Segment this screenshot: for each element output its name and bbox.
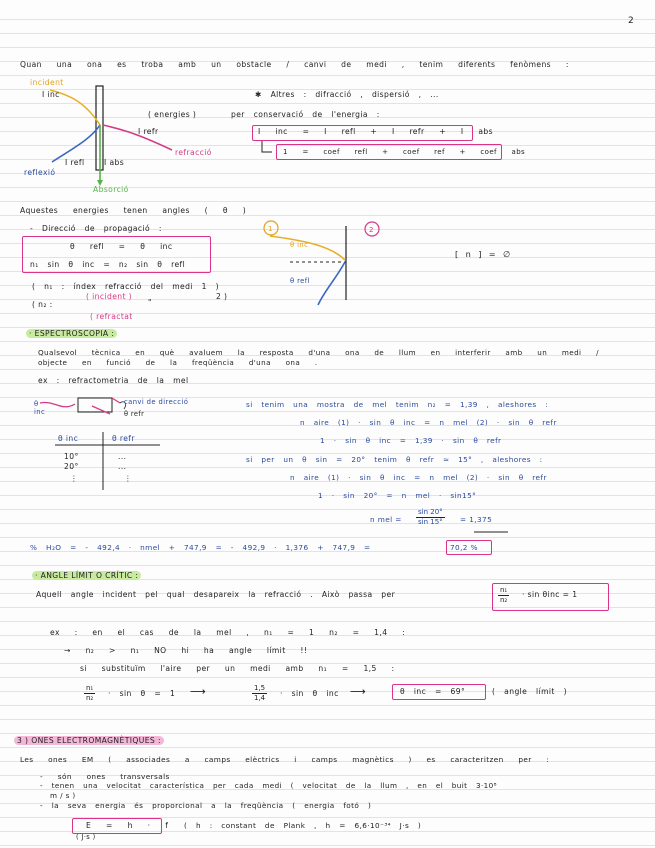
table-cell: 20° xyxy=(64,462,79,471)
example-fraction-1-num: n₁ xyxy=(86,684,94,692)
honey-fraction-num: sin 20° xyxy=(418,508,443,516)
reflection-law: θ refl = θ inc xyxy=(70,242,173,251)
water-result: 70,2 % xyxy=(450,543,478,552)
theta-refr-small: θ refr xyxy=(124,410,145,418)
critical-fraction-num: n₁ xyxy=(500,586,508,594)
intro-line: Quan una ona es troba amb un obstacle / canvi de medi , tenim diferents fenòmens : xyxy=(20,60,569,69)
substitute-medium: si substituïm l'aire per un medi amb n₁ = 1,5 : xyxy=(80,664,395,673)
example-fraction-1-den: n₂ xyxy=(86,694,94,702)
label-absorcio: Absorció xyxy=(93,185,129,194)
arrow-2: ⟶ xyxy=(350,685,367,698)
n2-definition: ( n₂ : xyxy=(32,300,53,309)
example-fraction-2 xyxy=(252,684,267,703)
critical-angle-def: Aquell angle incident pel qual desapareix la refracció . Això passa per xyxy=(36,590,396,599)
energy-conservation-label: per conservació de l'energia : xyxy=(231,110,380,119)
water-percent-equation: % H₂O = - 492,4 · nmel + 747,9 = - 492,9 · 1,376 + 747,9 = xyxy=(30,543,371,552)
label-i-refr: I refr xyxy=(138,127,159,136)
example-condition: · sin θ = 1 xyxy=(108,689,176,698)
table-header-inc: θ inc xyxy=(58,434,79,443)
refracted-note: ( refractat xyxy=(90,312,133,321)
honey-fraction-den: sin 15° xyxy=(418,518,443,526)
critical-result-note: ( angle límit ) xyxy=(492,687,567,696)
honey-line-5: n aire (1) · sin θ inc = n mel (2) · sin θ refr xyxy=(290,473,547,482)
label-i-inc: I inc xyxy=(42,90,60,99)
label-incident: incident xyxy=(30,78,64,87)
angles-line: Aquestes energies tenen angles ( θ ) xyxy=(20,206,247,215)
example-fraction-1 xyxy=(84,684,95,703)
label-refraccio: refracció xyxy=(175,148,212,157)
other-phenomena: ✱ Altres : difracció , dispersió , ... xyxy=(255,90,439,99)
theta-inc-small: θ inc xyxy=(34,400,46,416)
spectroscopy-def-2: objecte en funció de la freqüència d'una ona . xyxy=(38,358,318,367)
snell-law: n₁ sin θ inc = n₂ sin θ refl xyxy=(30,260,186,269)
em-bullet-2: - tenen una velocitat característica per cada medi ( velocitat de la llum , en el buit 3·10⁸ xyxy=(40,781,497,790)
arrow-1: ⟶ xyxy=(190,685,207,698)
page-number: 2 xyxy=(628,16,635,26)
honey-line-4: si per un θ sin = 20° tenim θ refr ≃ 15° , aleshores : xyxy=(246,455,543,464)
propagation-direction: - Direcció de propagació : xyxy=(30,224,162,233)
critical-angle-title-text: · ANGLE LÍMIT O CRÍTIC : xyxy=(32,571,141,580)
honey-result: = 1,375 xyxy=(460,515,493,524)
em-bullet-2b: m / s ) xyxy=(50,791,76,800)
coefficient-equation: 1 = coef refl + coef ref + coef abs xyxy=(283,148,526,156)
n1-definition: ( n₁ : índex refracció del medi 1 ) xyxy=(32,282,220,291)
photon-energy-equation: E = h · f xyxy=(86,821,169,830)
critical-angle-title xyxy=(32,571,141,581)
example-fraction-2-num: 1,5 xyxy=(254,684,266,692)
reflected-ray xyxy=(52,125,100,162)
table-cell: 10° xyxy=(64,452,79,461)
em-intro: Les ones EM ( associades a camps elèctrics i camps magnètics ) es caracteritzen per : xyxy=(20,755,550,764)
energy-equation: I inc = I refl + I refr + I abs xyxy=(258,127,493,136)
em-bullet-3: - la seva energia és proporcional a la freqüència ( energia fotó ) xyxy=(40,801,372,810)
circle-2-label: 2 xyxy=(369,226,374,234)
critical-result: θ inc = 69° xyxy=(400,687,466,696)
honey-line-3: 1 · sin θ inc = 1,39 · sin θ refr xyxy=(320,436,502,445)
critical-fraction-den: n₂ xyxy=(500,596,508,604)
n2-ditto-mark: " xyxy=(148,298,152,307)
table-cell: ⋮ xyxy=(124,474,132,483)
example-fraction-2-den: 1,4 xyxy=(254,694,266,702)
table-cell: ... xyxy=(118,462,127,471)
spectroscopy-title xyxy=(26,329,117,339)
em-waves-title-text: 3 ) ONES ELECTROMAGNÈTIQUES : xyxy=(14,736,164,745)
n2-index-two: 2 ) xyxy=(216,292,228,301)
table-cell: ⋮ xyxy=(70,474,78,483)
honey-line-7: n mel = xyxy=(370,515,402,524)
circle-1-label: 1 xyxy=(268,225,273,233)
honey-line-1: si tenim una mostra de mel tenim n₂ = 1,39 , aleshores : xyxy=(246,400,549,409)
critical-fraction xyxy=(498,586,509,605)
sample-box xyxy=(78,398,112,412)
honey-line-6: 1 · sin 20° = n mel · sin15° xyxy=(318,491,477,500)
label-energies: ( energies ) xyxy=(148,110,197,119)
theta-refl-label: θ refl xyxy=(290,277,310,285)
honey-fraction xyxy=(416,508,445,527)
n-dimension: [ n ] = ∅ xyxy=(455,249,511,259)
table-cell: ... xyxy=(118,452,127,461)
spectroscopy-def-1: Qualsevol tècnica en què avaluem la resposta d'una ona de llum en interferir amb un medi / xyxy=(38,348,599,357)
label-i-refl: I refl xyxy=(65,158,85,167)
em-bullet-1: - són ones transversals xyxy=(40,772,170,781)
no-critical-angle: → n₂ > n₁ NO hi ha angle límit !! xyxy=(64,646,308,655)
em-waves-title xyxy=(14,736,164,746)
photon-energy-unit: ( J·s ) xyxy=(76,833,96,841)
example-sin-inc: · sin θ inc xyxy=(280,689,339,698)
refractometry-example: ex : refractometria de la mel xyxy=(38,376,189,385)
direction-change-label: canvi de direcció xyxy=(124,398,189,406)
table-header-refr: θ refr xyxy=(112,434,135,443)
spectroscopy-title-text: · ESPECTROSCOPIA : xyxy=(26,329,117,338)
planck-constant-note: ( h : constant de Plank , h = 6,6·10⁻³⁴ J·s ) xyxy=(184,821,422,830)
theta-inc-label: θ inc xyxy=(290,241,309,249)
label-reflexio: reflexió xyxy=(24,168,56,177)
n1-incident-note: ( incident ) xyxy=(86,292,133,301)
honey-line-2: n aire (1) · sin θ inc = n mel (2) · sin θ refr xyxy=(300,418,557,427)
example-honey: ex : en el cas de la mel , n₁ = 1 n₂ = 1,4 : xyxy=(50,628,406,637)
reflected-ray-2 xyxy=(318,262,345,305)
critical-condition: · sin θinc = 1 xyxy=(522,590,578,599)
label-i-abs: I abs xyxy=(104,158,125,167)
